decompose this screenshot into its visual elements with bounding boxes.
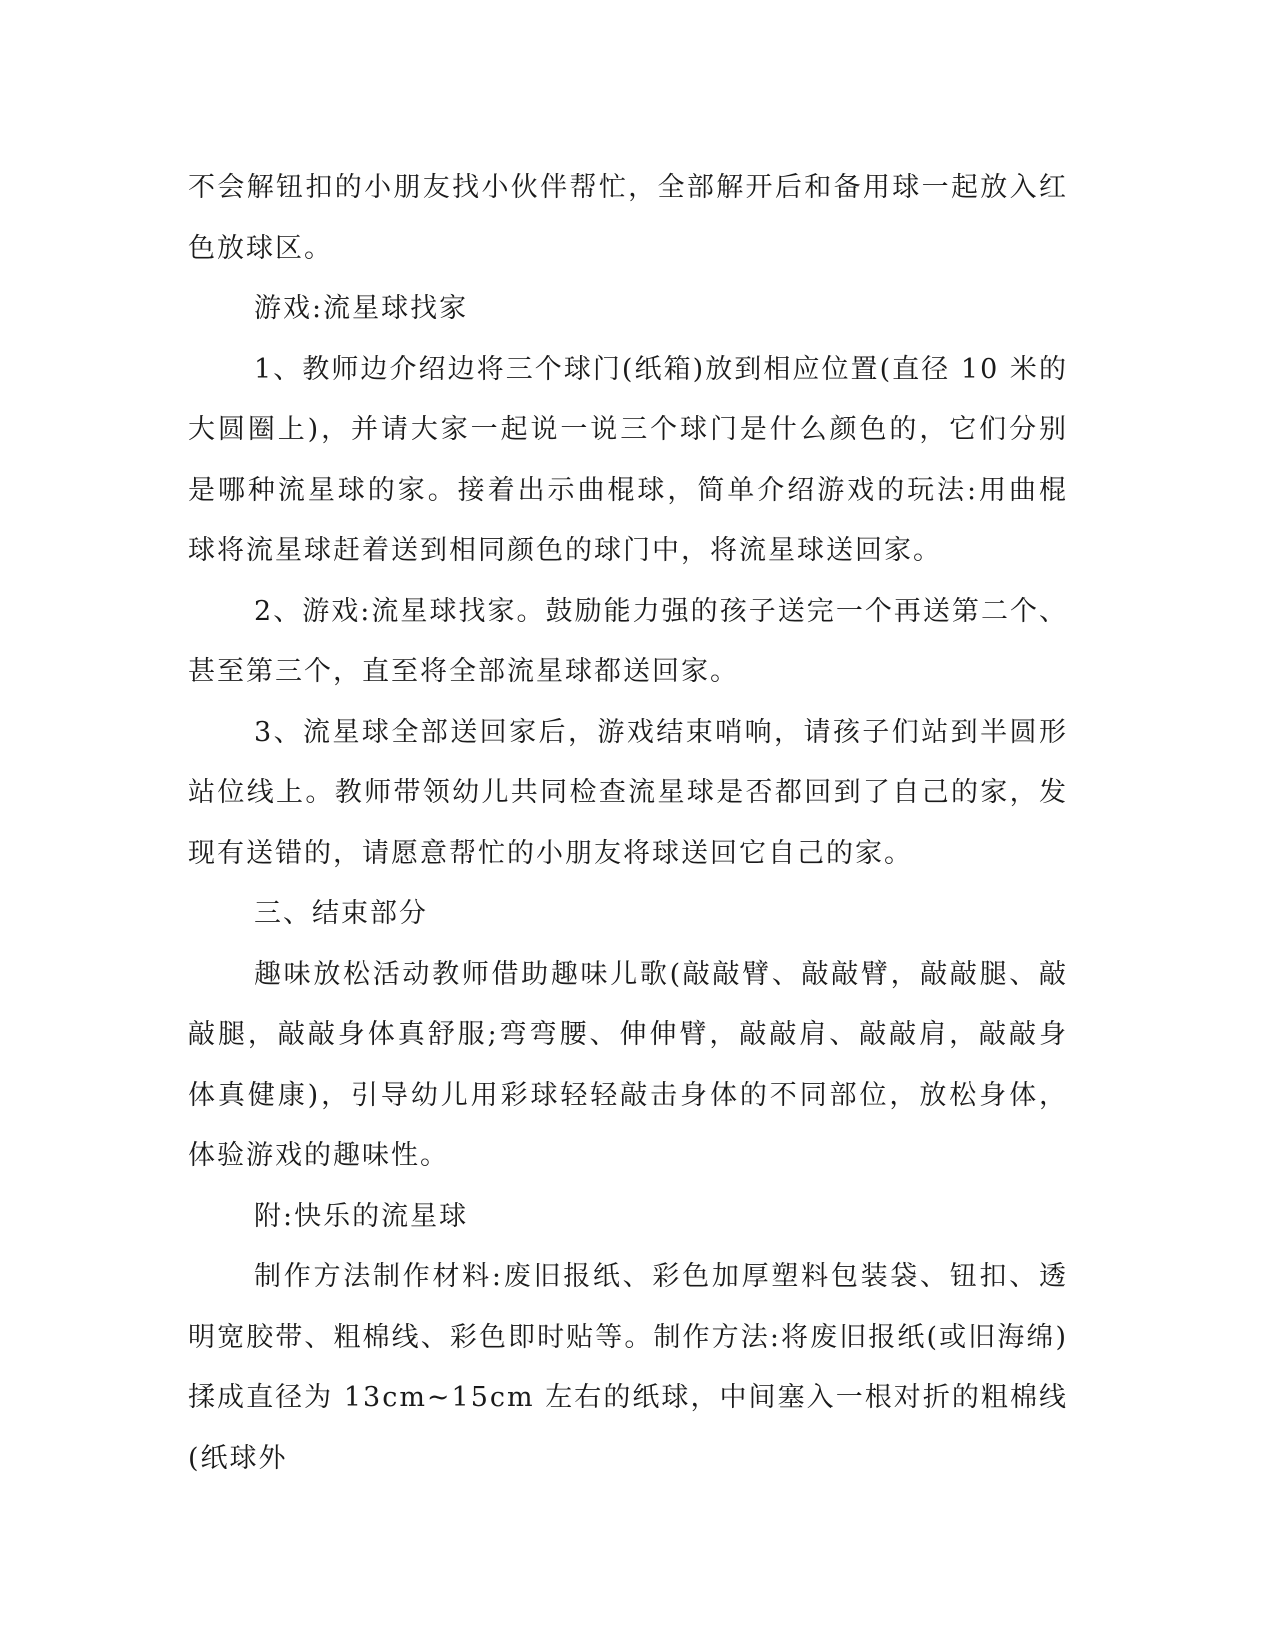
paragraph-step-1: 1、教师边介绍边将三个球门(纸箱)放到相应位置(直径 10 米的大圆圈上)，并请大家一起说一说三个球门是什么颜色的，它们分别是哪种流星球的家。接着出示曲棍球，简单介绍游戏的玩法:用曲棍球将流星球赶着送到相同颜色的球门中，将流星球送回家。 bbox=[188, 353, 1068, 566]
paragraph-step-2: 2、游戏:流星球找家。鼓励能力强的孩子送完一个再送第二个、甚至第三个，直至将全部流星球都送回家。 bbox=[188, 595, 1068, 687]
paragraph-section-ending: 三、结束部分 bbox=[254, 898, 428, 929]
paragraph-making-method: 制作方法制作材料:废旧报纸、彩色加厚塑料包装袋、钮扣、透明宽胶带、粗棉线、彩色即时贴等。制作方法:将废旧报纸(或旧海绵)揉成直径为 13cm~15cm 左右的纸球，中间塞入一根对折的粗棉线(纸球外 bbox=[188, 1261, 1068, 1474]
document-body bbox=[188, 158, 1068, 1489]
paragraph-continuation: 不会解钮扣的小朋友找小伙伴帮忙，全部解开后和备用球一起放入红色放球区。 bbox=[188, 172, 1068, 264]
paragraph-relaxation: 趣味放松活动教师借助趣味儿歌(敲敲臂、敲敲臂，敲敲腿、敲敲腿，敲敲身体真舒服;弯弯腰、伸伸臂，敲敲肩、敲敲肩，敲敲身体真健康)，引导幼儿用彩球轻轻敲击身体的不同部位，放松身体，体验游戏的趣味性。 bbox=[188, 958, 1068, 1171]
paragraph-game-heading: 游戏:流星球找家 bbox=[254, 293, 469, 324]
paragraph-step-3: 3、流星球全部送回家后，游戏结束哨响，请孩子们站到半圆形站位线上。教师带领幼儿共同检查流星球是否都回到了自己的家，发现有送错的，请愿意帮忙的小朋友将球送回它自己的家。 bbox=[188, 716, 1068, 869]
paragraph-appendix-heading: 附:快乐的流星球 bbox=[254, 1200, 469, 1232]
